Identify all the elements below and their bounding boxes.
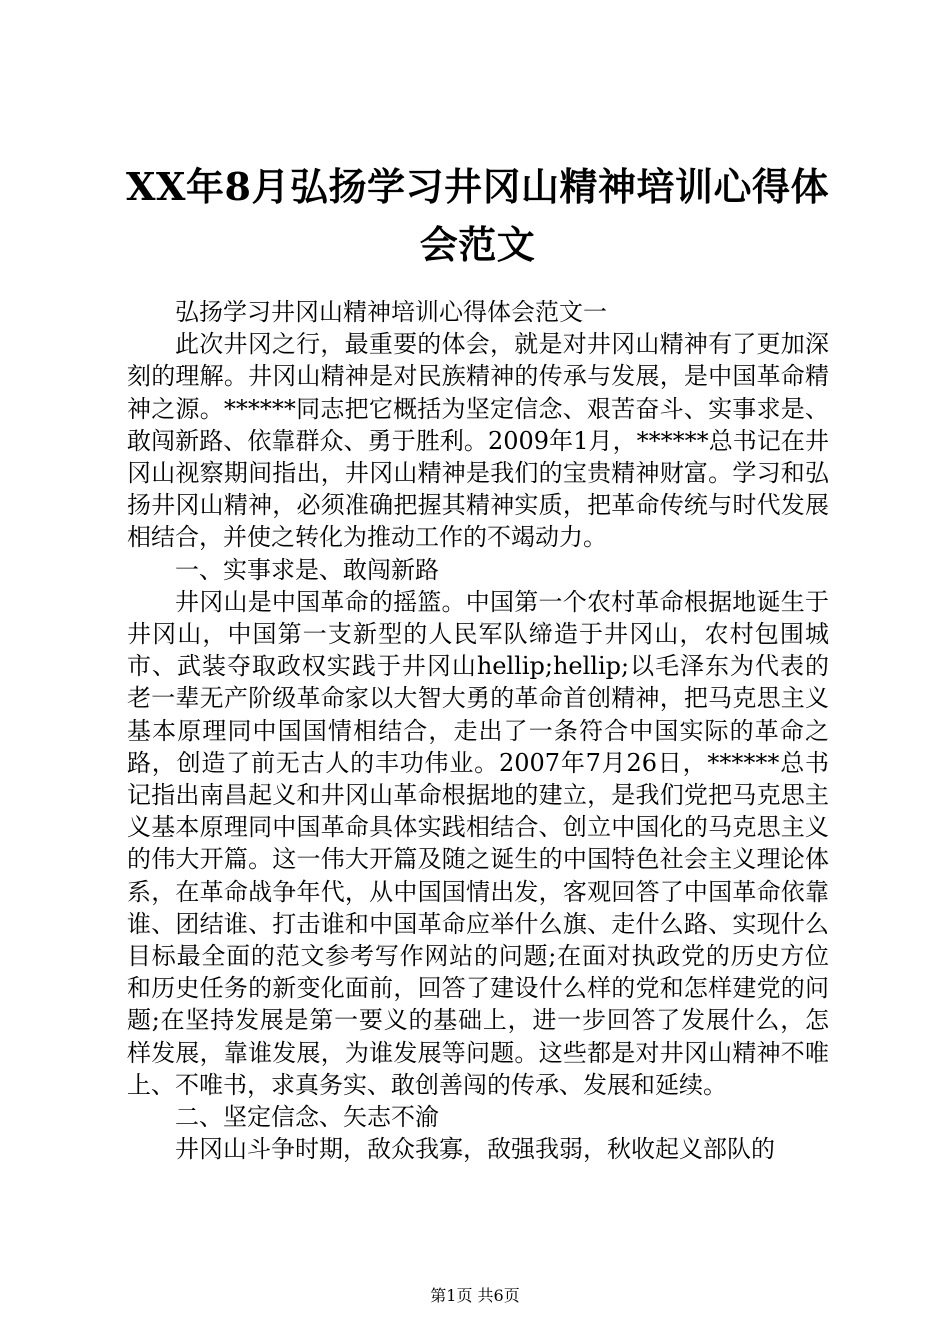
document-body [127, 296, 829, 1165]
body-paragraph: 井冈山是中国革命的摇篮。中国第一个农村革命根据地诞生于井冈山，中国第一支新型的人民军队缔造于井冈山，农村包围城市、武装夺取政权实践于井冈山hellip;hellip;以毛泽东为代表的老一辈无产阶级革命家以大智大勇的革命首创精神，把马克思主义基本原理同中国国情相结合，走出了一条符合中国实际的革命之路，创造了前无古人的丰功伟业。2007年7月26日，******总书记指出南昌起义和井冈山革命根据地的建立，是我们党把马克思主义基本原理同中国革命具体实践相结合、创立中国化的马克思主义的伟大开篇。这一伟大开篇及随之诞生的中国特色社会主义理论体系，在革命战争年代，从中国国情出发，客观回答了中国革命依靠谁、团结谁、打击谁和中国革命应举什么旗、走什么路、实现什么目标最全面的范文参考写作网站的问题;在面对执政党的历史方位和历史任务的新变化面前，回答了建设什么样的党和怎样建党的问题;在坚持发展是第一要义的基础上，进一步回答了发展什么，怎样发展，靠谁发展，为谁发展等问题。这些都是对井冈山精神不唯上、不唯书，求真务实、敢创善闯的传承、发展和延续。 [127, 587, 829, 1099]
page-footer: 第1页 共6页 [430, 1286, 520, 1305]
subtitle-paragraph: 弘扬学习井冈山精神培训心得体会范文一 [175, 298, 607, 326]
section-heading: 二、坚定信念、矢志不渝 [175, 1103, 439, 1132]
body-paragraph: 此次井冈之行，最重要的体会，就是对井冈山精神有了更加深刻的理解。井冈山精神是对民族精神的传承与发展，是中国革命精神之源。******同志把它概括为坚定信念、艰苦奋斗、实事求是、敢闯新路、依靠群众、勇于胜利。2009年1月，******总书记在井冈山视察期间指出，井冈山精神是我们的宝贵精神财富。学习和弘扬井冈山精神，必须准确把握其精神实质，把革命传统与时代发展相结合，并使之转化为推动工作的不竭动力。 [127, 330, 829, 552]
body-paragraph: 井冈山斗争时期，敌众我寡，敌强我弱，秋收起义部队的 [175, 1135, 775, 1164]
document-title: XX年8月弘扬学习井冈山精神培训心得体会范文 [126, 164, 829, 267]
section-heading: 一、实事求是、敢闯新路 [175, 555, 439, 584]
